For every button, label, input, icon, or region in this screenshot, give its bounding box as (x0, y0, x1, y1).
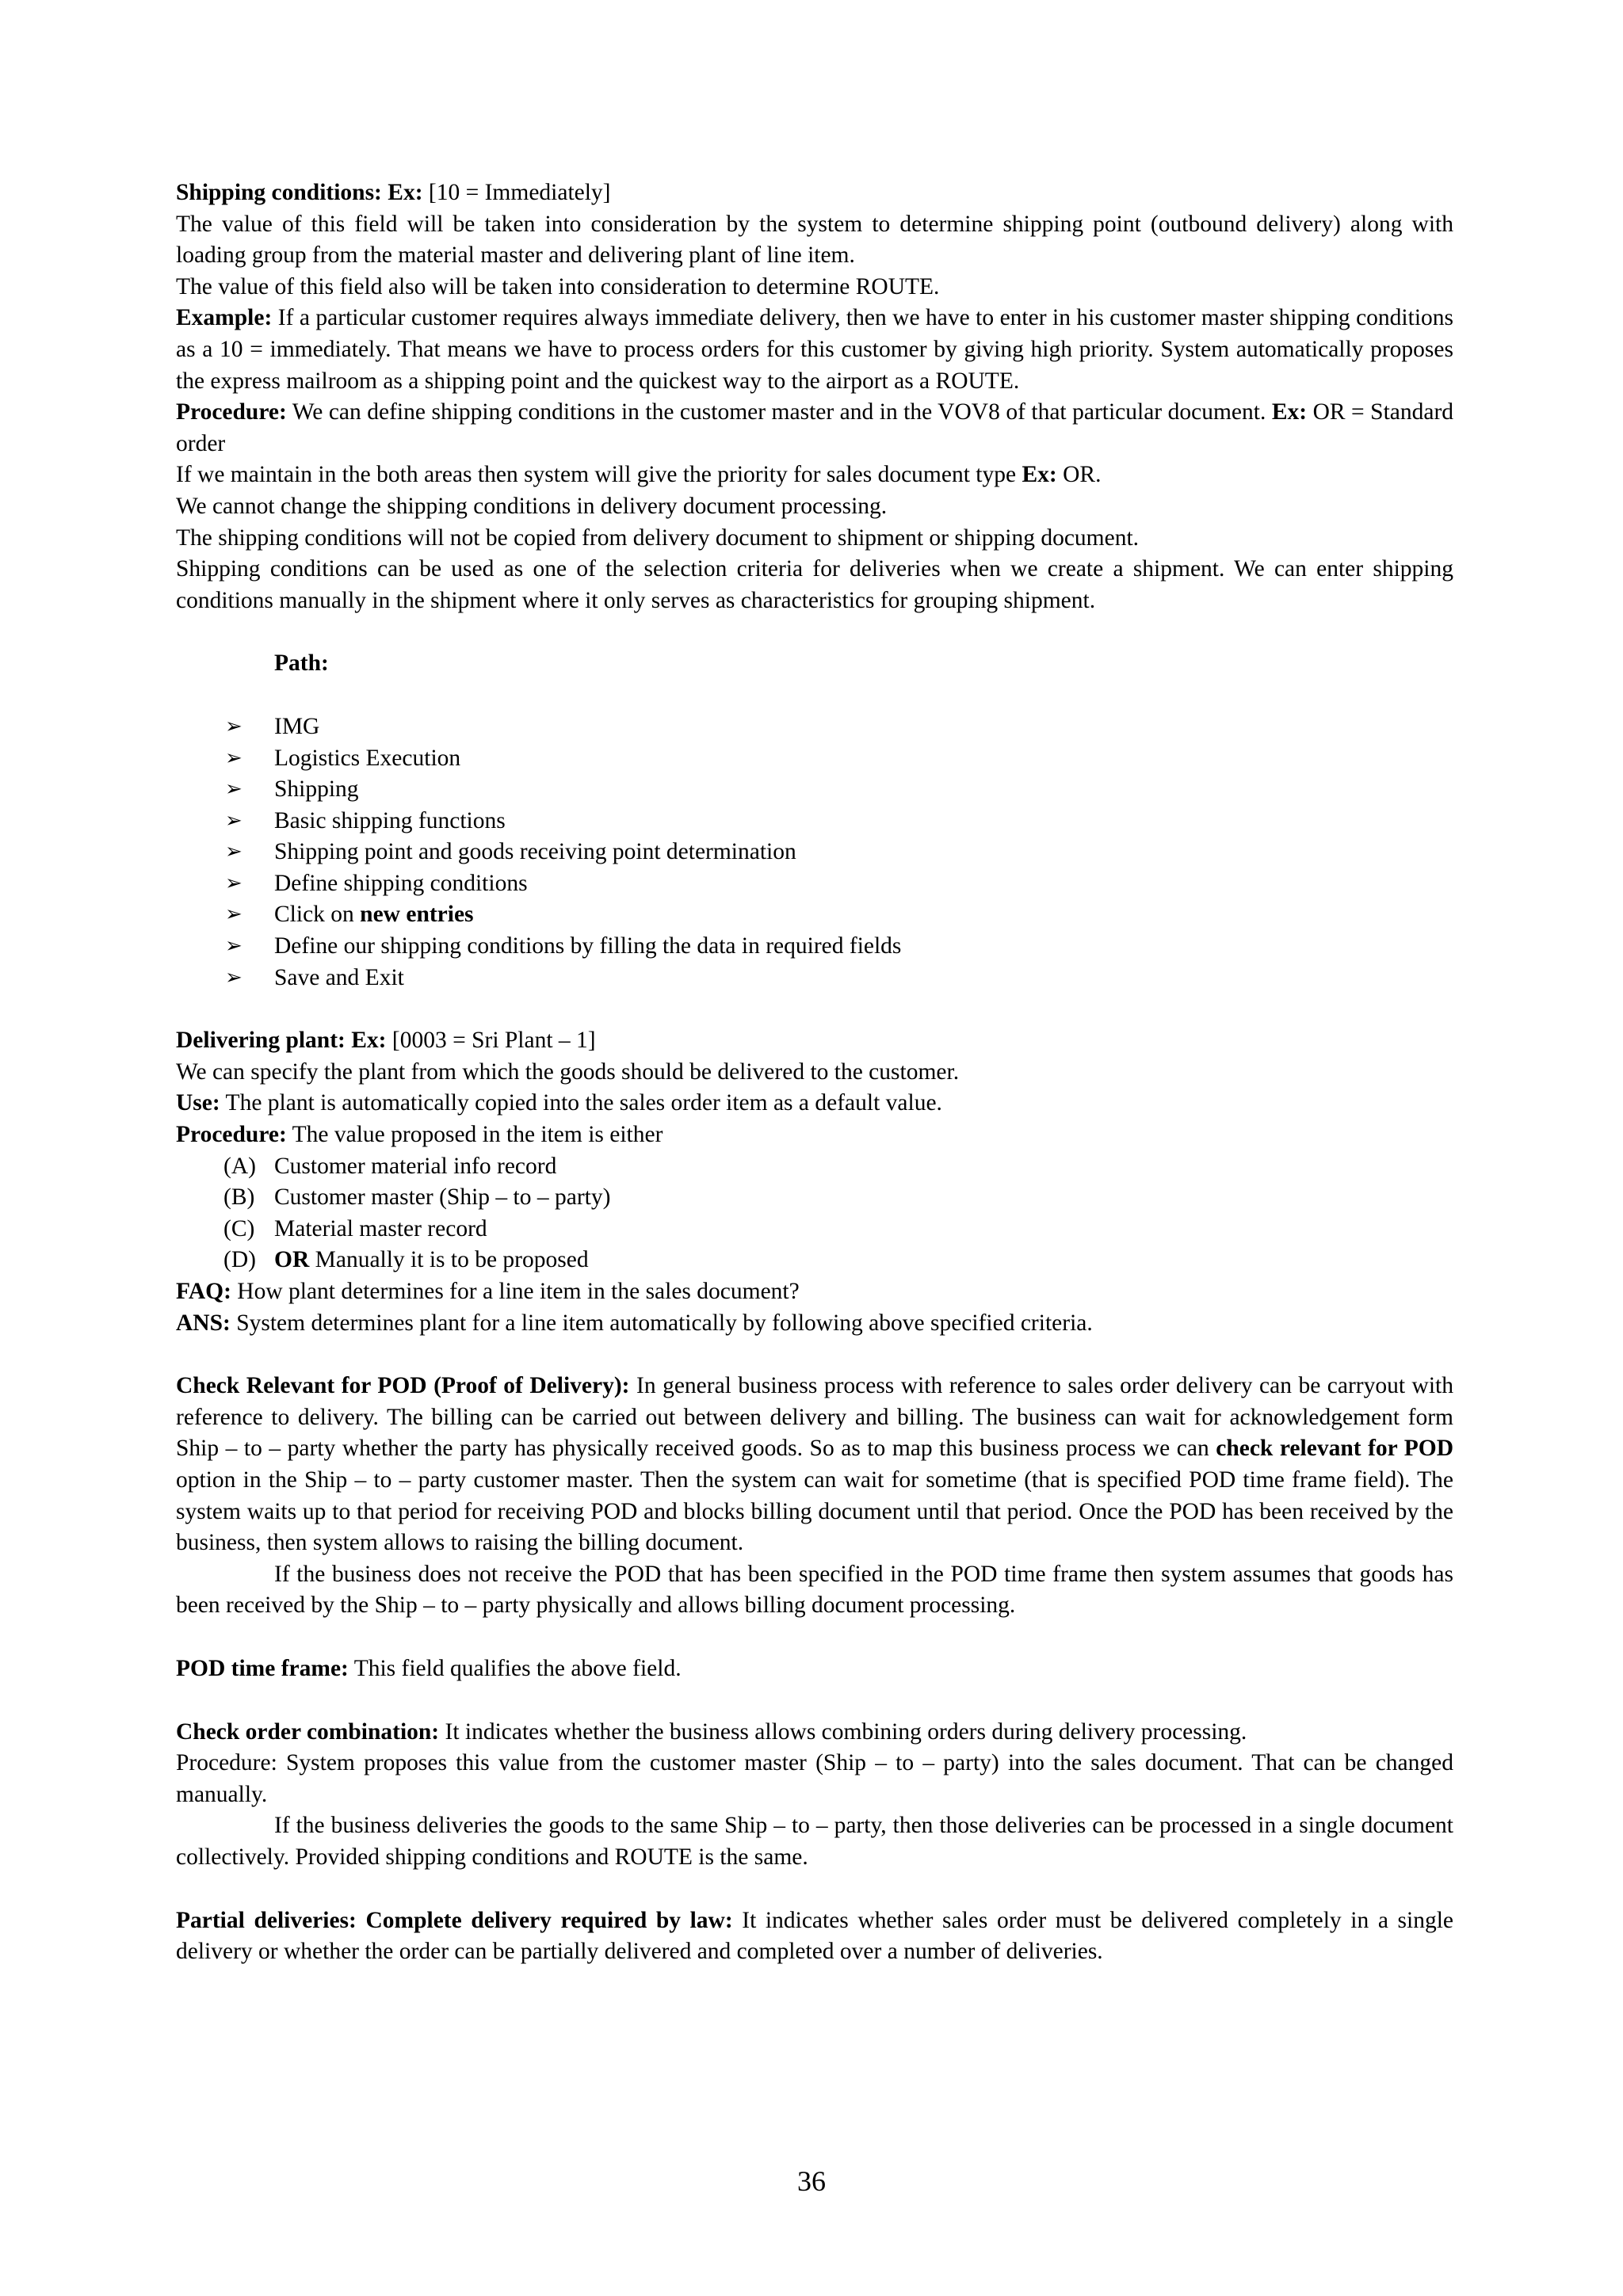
path-item-text: IMG (274, 713, 320, 739)
path-item-text: Define our shipping conditions by filling the data in required fields (274, 933, 902, 959)
shipping-paragraph-1: The value of this field will be taken into consideration by the system to determine shipping point (outbound delivery) along with loading group from the material master and delivering plant of line item. (176, 211, 1453, 269)
path-heading: Path: (274, 650, 329, 677)
path-list (176, 711, 1453, 994)
path-item (176, 899, 1453, 931)
example-label: Example: (176, 305, 273, 331)
path-item-text: Click on (274, 902, 354, 928)
order-combination-procedure: Procedure: System proposes this value from the customer master (Ship – to – party) into the sales document. That can be changed manually. (176, 1750, 1453, 1807)
delivering-plant-heading: Delivering plant: (176, 1028, 346, 1054)
arrow-bullet-icon: ➢ (225, 871, 242, 895)
procedure-ex-label: Ex: (1271, 399, 1308, 425)
arrow-bullet-icon: ➢ (225, 808, 242, 833)
plant-procedure-text: The value proposed in the item is either (292, 1122, 663, 1148)
p3-pre: If we maintain in the both areas then system will give the priority for sales document type (176, 462, 1017, 488)
plant-ans (176, 1308, 1453, 1340)
option-marker: (A) (223, 1153, 256, 1179)
delivering-plant-heading-line (176, 1025, 1453, 1057)
plant-procedure-label: Procedure: (176, 1122, 287, 1148)
shipping-paragraph-5: The shipping conditions will not be copied from delivery document to shipment or shipping document. (176, 524, 1140, 551)
plant-faq (176, 1276, 1453, 1308)
p3-post: OR. (1063, 462, 1102, 488)
plant-paragraph-1: We can specify the plant from which the goods should be delivered to the customer. (176, 1058, 960, 1085)
document-body (176, 177, 1453, 1968)
use-text: The plant is automatically copied into the sales order item as a default value. (225, 1090, 942, 1116)
shipping-example (176, 303, 1453, 397)
option-text: Material master record (274, 1215, 487, 1241)
procedure-label: Procedure: (176, 399, 287, 425)
path-item-text: Basic shipping functions (274, 807, 506, 833)
plant-option (176, 1214, 1453, 1245)
shipping-paragraph-4: We cannot change the shipping conditions in delivery document processing. (176, 493, 888, 519)
option-marker: (B) (223, 1184, 255, 1211)
path-item (176, 868, 1453, 900)
arrow-bullet-icon: ➢ (225, 746, 242, 770)
page-number: 36 (797, 2165, 826, 2197)
path-item (176, 711, 1453, 743)
path-item-text: Save and Exit (274, 964, 404, 990)
path-item (176, 806, 1453, 837)
procedure-ex-text: OR = Standard order (176, 399, 1454, 456)
p3-ex-label: Ex: (1022, 462, 1057, 488)
path-item (176, 931, 1453, 963)
option-or-label: OR (274, 1247, 310, 1273)
option-marker: (D) (223, 1247, 256, 1273)
procedure-text: We can define shipping conditions in the customer master and in the VOV8 of that particular document. (292, 399, 1266, 425)
partial-deliveries-text: It indicates whether sales order must be delivered completely in a single delivery or whether the order can be partially delivered and completed over a number of deliveries. (176, 1907, 1453, 1965)
ans-text: System determines plant for a line item automatically by following above specified criteria. (236, 1310, 1093, 1336)
arrow-bullet-icon: ➢ (225, 934, 242, 959)
plant-options-list (176, 1151, 1453, 1276)
arrow-bullet-icon: ➢ (225, 777, 242, 802)
arrow-bullet-icon: ➢ (225, 902, 242, 927)
order-combination-paragraph-2: If the business deliveries the goods to the same Ship – to – party, then those deliveries can be processed in a single document collectively. Provided shipping conditions and ROUTE is the same. (176, 1813, 1453, 1870)
arrow-bullet-icon: ➢ (225, 965, 242, 990)
shipping-paragraph-2: The value of this field also will be taken into consideration to determine ROUTE. (176, 273, 940, 299)
example-text: If a particular customer requires always immediate delivery, then we have to enter in his customer master shipping conditions as a 10 = immediately. That means we have to process orders for this customer by giving high priority. System automatically proposes the express mailroom as a shipping point and the quickest way to the airport as a ROUTE. (176, 305, 1454, 394)
shipping-conditions-heading: Shipping conditions: (176, 180, 382, 205)
partial-deliveries-heading: Partial deliveries: Complete delivery required by law: (176, 1907, 733, 1933)
pod-bold-mid: check relevant for POD (1216, 1436, 1454, 1462)
shipping-paragraph-3 (176, 460, 1453, 491)
arrow-bullet-icon: ➢ (225, 714, 242, 738)
option-text: Customer master (Ship – to – party) (274, 1184, 611, 1211)
path-item-text: Define shipping conditions (274, 870, 528, 896)
faq-label: FAQ: (176, 1279, 231, 1304)
path-item-text: Shipping point and goods receiving point determination (274, 839, 796, 865)
new-entries-label: new entries (360, 902, 474, 928)
ans-label: ANS: (176, 1310, 231, 1336)
shipping-conditions-heading-line (176, 177, 1453, 209)
pod-paragraph-1 (176, 1371, 1453, 1559)
faq-text: How plant determines for a line item in the sales document? (237, 1279, 800, 1304)
pod-paragraph-2: If the business does not receive the POD that has been specified in the POD time frame then system assumes that goods has been received by the Ship – to – party physically and allows billing document processing. (176, 1561, 1453, 1619)
plant-procedure (176, 1119, 1453, 1151)
shipping-paragraph-6: Shipping conditions can be used as one of the selection criteria for deliveries when we create a shipment. We can enter shipping conditions manually in the shipment where it only serves as characteristics for grouping shipment. (176, 556, 1453, 613)
path-item (176, 743, 1453, 775)
path-item-text: Logistics Execution (274, 745, 461, 771)
path-item (176, 963, 1453, 994)
plant-ex-value: [0003 = Sri Plant – 1] (391, 1028, 596, 1054)
order-combination-heading: Check order combination: (176, 1718, 440, 1745)
plant-ex-label: Ex: (351, 1028, 387, 1054)
path-item-text: Shipping (274, 776, 359, 803)
option-text: Manually it is to be proposed (315, 1247, 589, 1273)
shipping-ex-label: Ex: (388, 180, 423, 205)
order-combination-text: It indicates whether the business allows combining orders during delivery processing. (445, 1718, 1247, 1745)
plant-option (176, 1245, 1453, 1276)
order-combination-line (176, 1717, 1453, 1749)
use-label: Use: (176, 1090, 220, 1116)
option-marker: (C) (223, 1215, 255, 1241)
pod-heading: Check Relevant for POD (Proof of Delivery): (176, 1373, 630, 1399)
path-item (176, 837, 1453, 868)
pod-time-text: This field qualifies the above field. (353, 1655, 682, 1681)
plant-option (176, 1182, 1453, 1214)
plant-option (176, 1151, 1453, 1183)
pod-time-heading: POD time frame: (176, 1655, 349, 1681)
plant-use (176, 1088, 1453, 1119)
pod-time-frame (176, 1653, 1453, 1685)
arrow-bullet-icon: ➢ (225, 840, 242, 864)
option-text: Customer material info record (274, 1153, 557, 1179)
shipping-procedure (176, 397, 1453, 460)
path-item (176, 774, 1453, 806)
pod-text-1: In general business process with reference to sales order delivery can be carryout with reference to delivery. The billing can be carried out between delivery and billing. The business can wait for acknowledgement form Ship – to – party whether the party has physically received goods. So as to map this business process we can (176, 1373, 1454, 1462)
pod-text-2: option in the Ship – to – party customer master. Then the system can wait for sometime (that is specified POD time frame field). The system waits up to that period for receiving POD and blocks billing document until that period. Once the POD has been received by the business, then system allows to raising the billing document. (176, 1466, 1453, 1556)
partial-deliveries-paragraph (176, 1905, 1453, 1968)
shipping-ex-value: [10 = Immediately] (428, 180, 611, 205)
